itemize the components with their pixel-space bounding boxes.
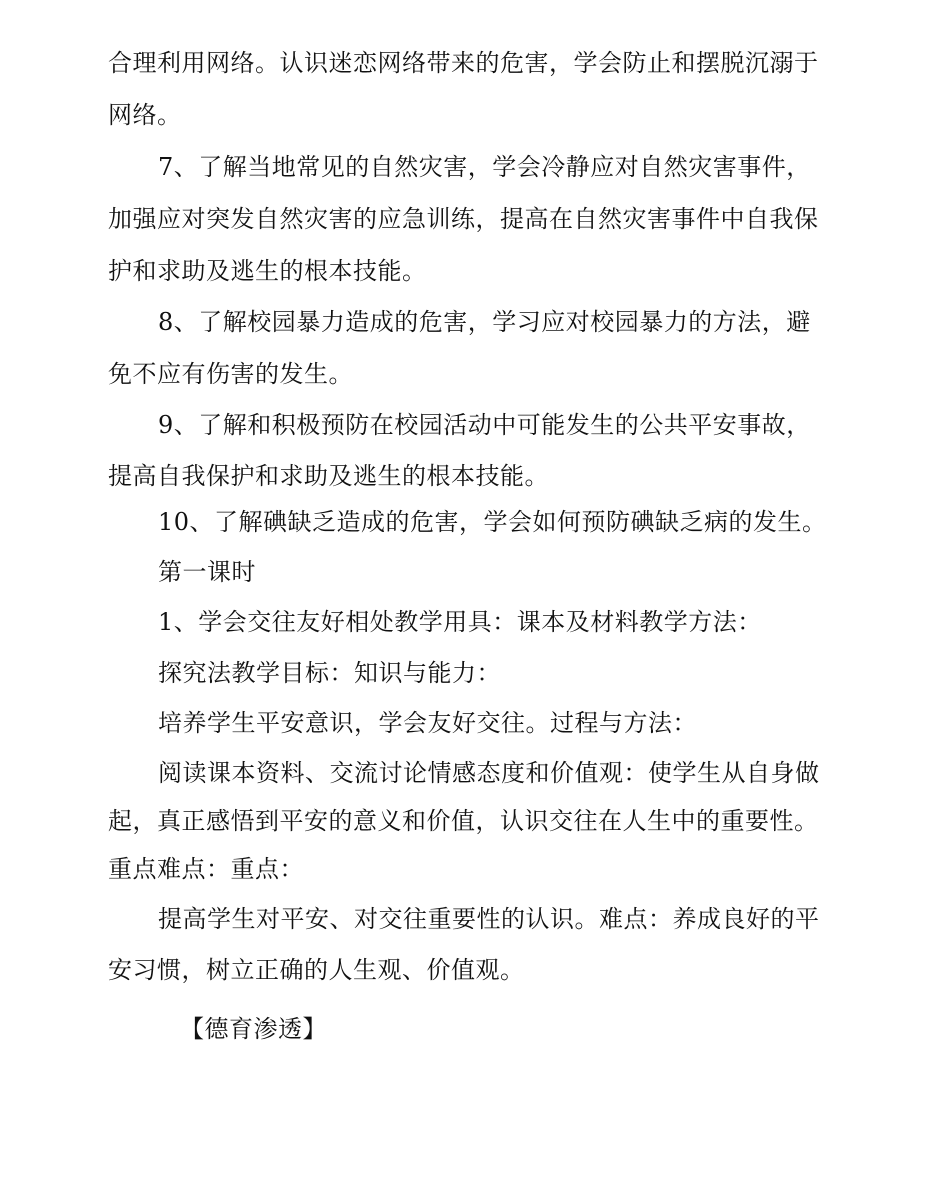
paragraph-line: 加强应对突发自然灾害的应急训练，提高在自然灾害事件中自我保	[108, 205, 819, 233]
paragraph-line: 免不应有伤害的发生。	[108, 360, 353, 388]
paragraph-line: 安习惯，树立正确的人生观、价值观。	[108, 956, 525, 984]
paragraph-line: 提高自我保护和求助及逃生的根本技能。	[108, 462, 549, 490]
paragraph-line: 提高学生对平安、对交往重要性的认识。难点：养成良好的平	[158, 905, 820, 933]
paragraph-line: 网络。	[108, 101, 182, 129]
paragraph-line: 1、学会交往友好相处教学用具：课本及材料教学方法：	[158, 608, 762, 636]
paragraph-line: 探究法教学目标：知识与能力：	[158, 659, 501, 687]
paragraph-line: 合理利用网络。认识迷恋网络带来的危害，学会防止和摆脱沉溺于	[108, 49, 819, 77]
paragraph-line: 8、了解校园暴力造成的危害，学习应对校园暴力的方法，避	[158, 308, 811, 336]
paragraph-line: 10、了解碘缺乏造成的危害，学会如何预防碘缺乏病的发生。	[158, 508, 827, 536]
paragraph-line: 7、了解当地常见的自然灾害，学会冷静应对自然灾害事件，	[158, 153, 811, 181]
paragraph-line: 护和求助及逃生的根本技能。	[108, 257, 427, 285]
section-heading: 【德育渗透】	[180, 1015, 327, 1043]
paragraph-line: 阅读课本资料、交流讨论情感态度和价值观：使学生从自身做	[158, 759, 820, 787]
paragraph-line: 培养学生平安意识，学会友好交往。过程与方法：	[158, 709, 697, 737]
paragraph-line: 重点难点：重点：	[108, 855, 304, 883]
paragraph-line: 9、了解和积极预防在校园活动中可能发生的公共平安事故，	[158, 411, 811, 439]
paragraph-line: 起，真正感悟到平安的意义和价值，认识交往在人生中的重要性。	[108, 807, 819, 835]
section-heading: 第一课时	[158, 558, 256, 586]
